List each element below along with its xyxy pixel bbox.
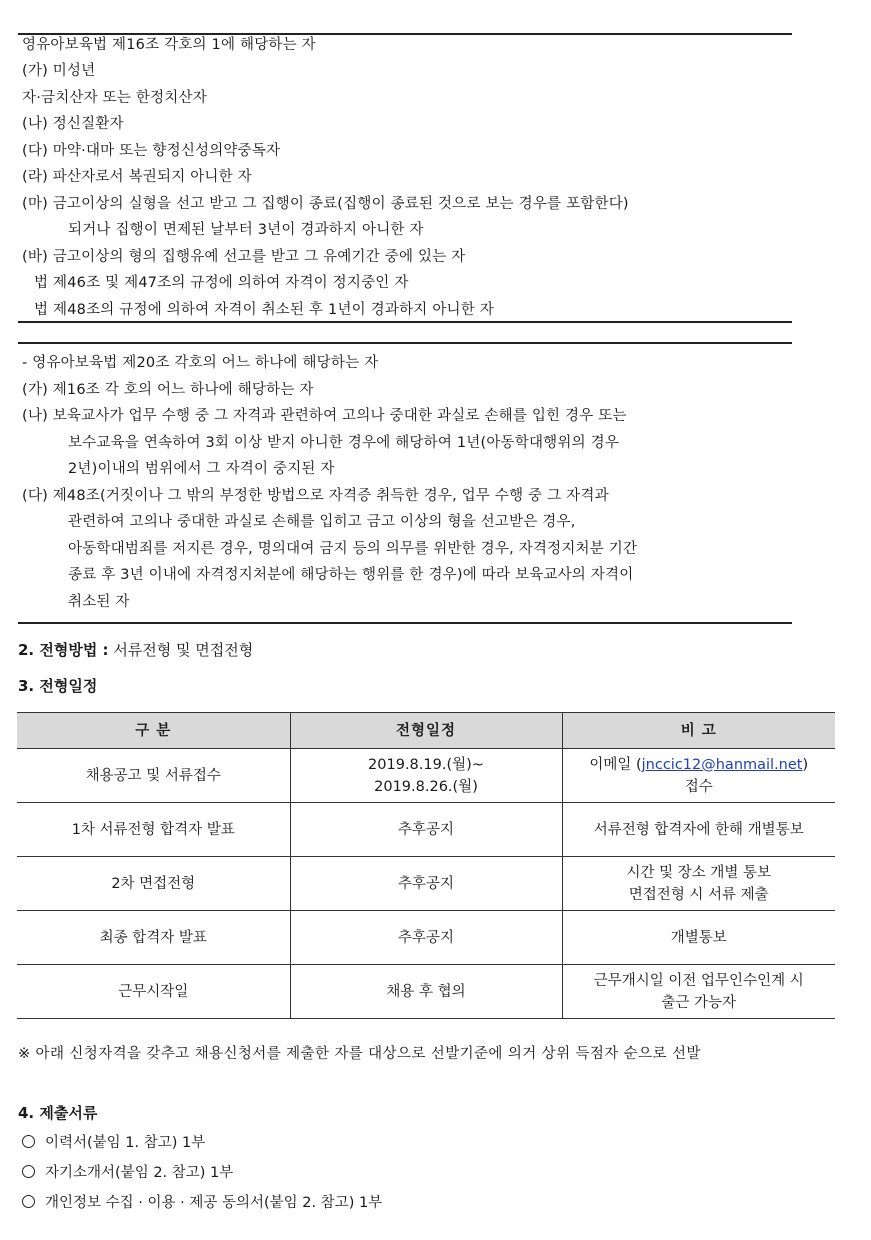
table-cell: 근무시작일	[17, 965, 290, 1019]
email-link[interactable]: jnccic12@hanmail.net	[641, 756, 803, 773]
column-header: 구 분	[17, 713, 290, 749]
section-value: 서류전형 및 면접전형	[108, 641, 254, 659]
text-line: (가) 제16조 각 호의 어느 하나에 해당하는 자	[22, 382, 314, 398]
text-line: (바) 금고이상의 형의 집행유예 선고를 받고 그 유예기간 중에 있는 자	[22, 249, 466, 265]
table-row	[17, 749, 835, 803]
table-cell	[562, 749, 835, 803]
text-line: (가) 미성년	[22, 63, 96, 79]
circle-bullet-icon	[22, 1165, 35, 1178]
text-line: 자·금치산자 또는 한정치산자	[22, 90, 207, 106]
text-line: 영유아보육법 제16조 각호의 1에 해당하는 자	[22, 37, 316, 53]
selection-method-heading	[18, 639, 253, 661]
column-header: 비 고	[562, 713, 835, 749]
text-line: 2년)이내의 범위에서 그 자격이 중지된 자	[68, 461, 335, 477]
document-item	[22, 1162, 233, 1184]
document-item	[22, 1192, 382, 1214]
table-header-row	[17, 713, 835, 749]
text-line: (나) 정신질환자	[22, 116, 124, 132]
document-item-label: 이력서(붙임 1. 참고) 1부	[45, 1135, 206, 1151]
text-line: 취소된 자	[68, 594, 130, 610]
schedule-heading: 3. 전형일정	[18, 677, 98, 695]
note-line: 근무개시일 이전 업무인수인계 시	[593, 972, 804, 989]
column-header: 전형일정	[290, 713, 562, 749]
date-line: 2019.8.26.(월)	[374, 778, 478, 795]
documents-heading: 4. 제출서류	[18, 1104, 98, 1122]
divider	[18, 342, 792, 344]
document-item	[22, 1132, 205, 1154]
circle-bullet-icon	[22, 1195, 35, 1208]
text-line: (다) 제48조(거짓이나 그 밖의 부정한 방법으로 자격증 취득한 경우, 업무 수행 중 그 자격과	[22, 488, 609, 504]
text-line: 법 제48조의 규정에 의하여 자격이 취소된 후 1년이 경과하지 아니한 자	[34, 302, 494, 318]
document-item-label: 개인정보 수집 · 이용 · 제공 동의서(붙임 2. 참고) 1부	[45, 1195, 383, 1211]
table-row	[17, 911, 835, 965]
note-prefix: 이메일 (	[589, 756, 642, 773]
text-line: 종료 후 3년 이내에 자격정지처분에 해당하는 행위를 한 경우)에 따라 보육교사의 자격이	[68, 567, 634, 583]
selection-note: ※ 아래 신청자격을 갖추고 채용신청서를 제출한 자를 대상으로 선발기준에 의거 상위 득점자 순으로 선발	[18, 1046, 701, 1062]
table-cell: 추후공지	[290, 857, 562, 911]
table-row	[17, 803, 835, 857]
table-cell	[562, 965, 835, 1019]
table-row	[17, 965, 835, 1019]
text-line: 되거나 집행이 면제된 날부터 3년이 경과하지 아니한 자	[68, 222, 424, 238]
note-line: 접수	[684, 778, 713, 795]
text-line: - 영유아보육법 제20조 각호의 어느 하나에 해당하는 자	[22, 355, 379, 371]
text-line: 아동학대범죄를 저지른 경우, 명의대여 금지 등의 의무를 위반한 경우, 자격정지처분 기간	[68, 541, 638, 557]
table-cell: 추후공지	[290, 803, 562, 857]
document-item-label: 자기소개서(붙임 2. 참고) 1부	[45, 1165, 234, 1181]
table-row	[17, 857, 835, 911]
table-cell: 2차 면접전형	[17, 857, 290, 911]
text-line: (나) 보육교사가 업무 수행 중 그 자격과 관련하여 고의나 중대한 과실로 손해를 입힌 경우 또는	[22, 408, 627, 424]
note-line: 면접전형 시 서류 제출	[628, 886, 769, 903]
table-cell: 채용공고 및 서류접수	[17, 749, 290, 803]
table-cell: 채용 후 협의	[290, 965, 562, 1019]
table-cell: 서류전형 합격자에 한해 개별통보	[562, 803, 835, 857]
note-line	[567, 754, 832, 776]
text-line: 법 제46조 및 제47조의 규정에 의하여 자격이 정지중인 자	[34, 275, 409, 291]
divider	[18, 622, 792, 624]
text-line: 보수교육을 연속하여 3회 이상 받지 아니한 경우에 해당하여 1년(아동학대행위의 경우	[68, 435, 620, 451]
table-cell: 최종 합격자 발표	[17, 911, 290, 965]
date-line: 2019.8.19.(월)~	[368, 756, 484, 773]
text-line: 관련하여 고의나 중대한 과실로 손해를 입히고 금고 이상의 형을 선고받은 경우,	[68, 514, 576, 530]
table-cell	[290, 749, 562, 803]
divider	[18, 321, 792, 323]
circle-bullet-icon	[22, 1135, 35, 1148]
text-line: (마) 금고이상의 실형을 선고 받고 그 집행이 종료(집행이 종료된 것으로 보는 경우를 포함한다)	[22, 196, 629, 212]
table-cell	[562, 857, 835, 911]
text-line: (다) 마약·대마 또는 향정신성의약중독자	[22, 143, 281, 159]
note-line: 시간 및 장소 개별 통보	[626, 864, 771, 881]
schedule-table	[17, 712, 835, 1019]
note-line: 출근 가능자	[661, 994, 737, 1011]
table-cell: 추후공지	[290, 911, 562, 965]
text-line: (라) 파산자로서 복권되지 아니한 자	[22, 169, 252, 185]
table-cell: 개별통보	[562, 911, 835, 965]
note-suffix: )	[802, 756, 809, 773]
table-cell: 1차 서류전형 합격자 발표	[17, 803, 290, 857]
section-title: 2. 전형방법 :	[18, 641, 109, 659]
